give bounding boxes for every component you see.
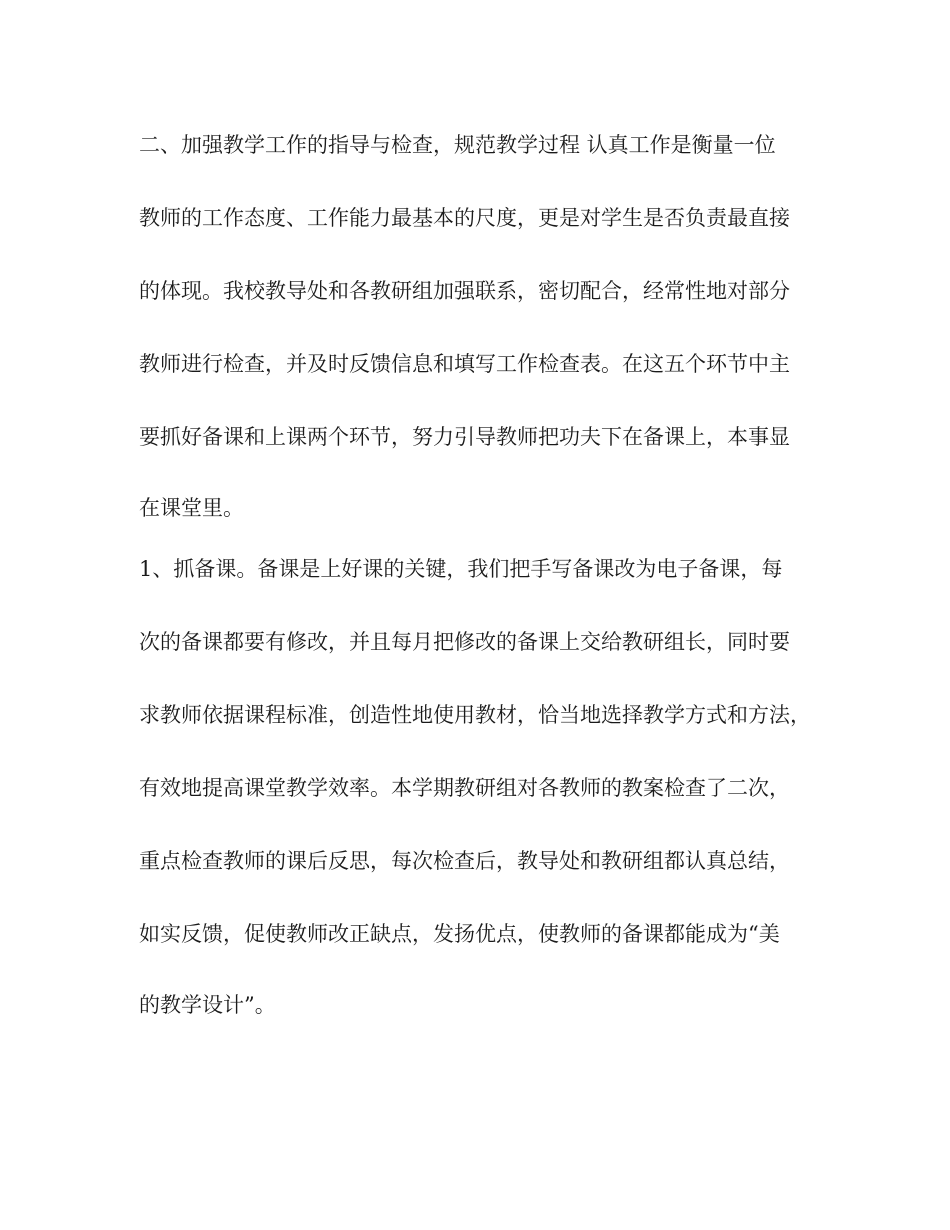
- text-line: 要抓好备课和上课两个环节，努力引导教师把功夫下在备课上，本事显: [139, 425, 790, 449]
- text-line: 次的备课都要有修改，并且每月把修改的备课上交给教研组长，同时要: [139, 630, 790, 654]
- text-line: 二、加强教学工作的指导与检查，规范教学过程 认真工作是衡量一位: [139, 133, 776, 157]
- text-line: 重点检查教师的课后反思，每次检查后，教导处和教研组都认真总结，: [139, 849, 790, 873]
- text-line: 在课堂里。: [139, 496, 244, 520]
- text-line: 求教师依据课程标准，创造性地使用教材，恰当地选择教学方式和方法，: [139, 703, 811, 727]
- text-line: 的体现。我校教导处和各教研组加强联系，密切配合，经常性地对部分: [139, 279, 790, 303]
- text-line: 教师进行检查，并及时反馈信息和填写工作检查表。在这五个环节中主: [139, 352, 790, 376]
- text-line: 有效地提高课堂教学效率。本学期教研组对各教师的教案检查了二次，: [139, 776, 790, 800]
- text-line: 1、抓备课。备课是上好课的关键，我们把手写备课改为电子备课，每: [139, 557, 783, 581]
- text-line: 如实反馈，促使教师改正缺点，发扬优点，使教师的备课都能成为“美: [139, 922, 780, 946]
- text-line: 的教学设计”。: [139, 993, 276, 1017]
- text-line: 教师的工作态度、工作能力最基本的尺度，更是对学生是否负责最直接: [139, 206, 790, 230]
